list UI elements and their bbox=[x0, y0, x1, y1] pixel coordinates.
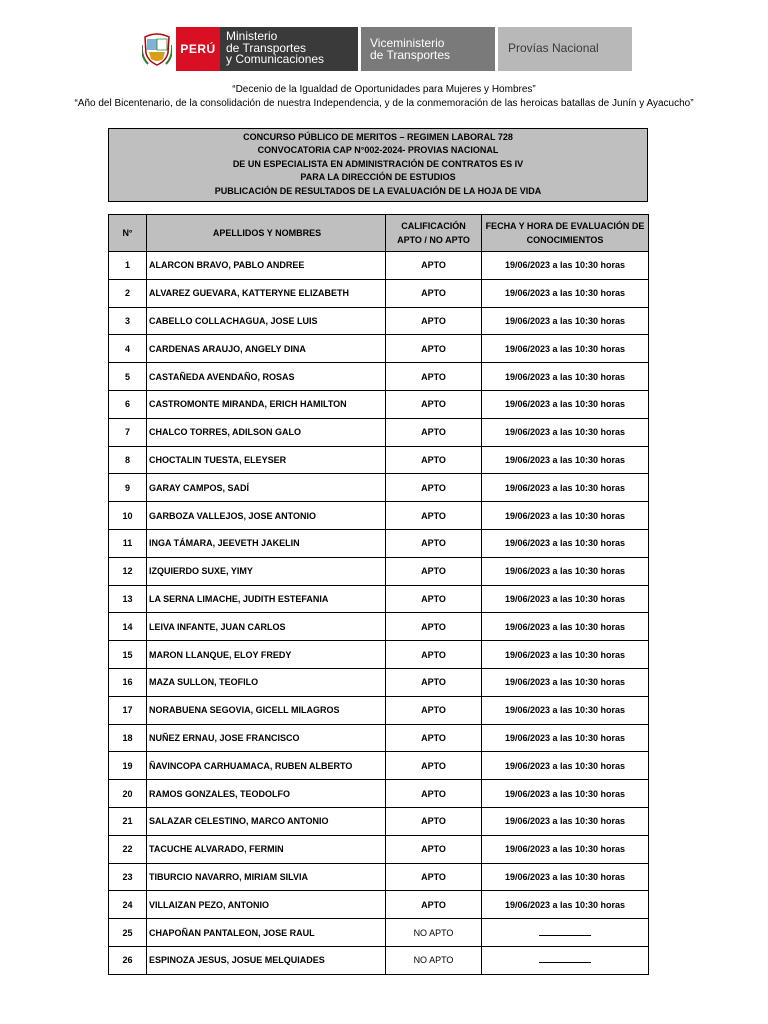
header-date-line-2: CONOCIMIENTOS bbox=[526, 235, 604, 245]
row-date: 19/06/2023 a las 10:30 horas bbox=[482, 780, 649, 808]
row-calificacion: APTO bbox=[386, 307, 482, 335]
row-number: 18 bbox=[109, 724, 147, 752]
row-name: NUÑEZ ERNAU, JOSE FRANCISCO bbox=[147, 724, 386, 752]
row-date: 19/06/2023 a las 10:30 horas bbox=[482, 835, 649, 863]
row-name: CABELLO COLLACHAGUA, JOSE LUIS bbox=[147, 307, 386, 335]
row-date: 19/06/2023 a las 10:30 horas bbox=[482, 502, 649, 530]
peru-brand: PERÚ bbox=[176, 27, 220, 71]
row-calificacion: APTO bbox=[386, 807, 482, 835]
row-calificacion: APTO bbox=[386, 835, 482, 863]
row-name: LEIVA INFANTE, JUAN CARLOS bbox=[147, 613, 386, 641]
title-line-5: PUBLICACIÓN DE RESULTADOS DE LA EVALUACIÓN DE LA HOJA DE VIDA bbox=[214, 185, 542, 196]
row-number: 19 bbox=[109, 752, 147, 780]
row-name: ESPINOZA JESUS, JOSUE MELQUIADES bbox=[147, 946, 386, 974]
row-number: 5 bbox=[109, 363, 147, 391]
row-date: 19/06/2023 a las 10:30 horas bbox=[482, 529, 649, 557]
row-number: 3 bbox=[109, 307, 147, 335]
blank-line bbox=[539, 929, 591, 936]
row-name: CARDENAS ARAUJO, ANGELY DINA bbox=[147, 335, 386, 363]
table-row bbox=[109, 335, 649, 363]
row-calificacion: APTO bbox=[386, 502, 482, 530]
row-date: 19/06/2023 a las 10:30 horas bbox=[482, 752, 649, 780]
header-logo-band bbox=[138, 27, 632, 71]
provias-name: Provías Nacional bbox=[498, 27, 632, 71]
row-number: 8 bbox=[109, 446, 147, 474]
row-number: 23 bbox=[109, 863, 147, 891]
row-date: 19/06/2023 a las 10:30 horas bbox=[482, 696, 649, 724]
row-name: CHAPOÑAN PANTALEON, JOSE RAUL bbox=[147, 919, 386, 947]
header-cal-line-1: CALIFICACIÓN bbox=[401, 221, 466, 231]
row-number: 24 bbox=[109, 891, 147, 919]
ministry-line-2: de Transportes bbox=[226, 40, 307, 55]
row-number: 21 bbox=[109, 807, 147, 835]
row-name: RAMOS GONZALES, TEODOLFO bbox=[147, 780, 386, 808]
row-number: 2 bbox=[109, 279, 147, 307]
ministry-line-1: Ministerio bbox=[226, 29, 278, 43]
row-calificacion: APTO bbox=[386, 585, 482, 613]
row-calificacion: APTO bbox=[386, 641, 482, 669]
row-calificacion: APTO bbox=[386, 696, 482, 724]
vice-line-1: Viceministerio bbox=[370, 36, 445, 50]
table-row bbox=[109, 919, 649, 947]
motto-line-1: “Decenio de la Igualdad de Oportunidades para Mujeres y Hombres” bbox=[232, 84, 536, 95]
table-row bbox=[109, 390, 649, 418]
mottos bbox=[0, 83, 768, 111]
table-row bbox=[109, 446, 649, 474]
row-date: 19/06/2023 a las 10:30 horas bbox=[482, 418, 649, 446]
row-date: 19/06/2023 a las 10:30 horas bbox=[482, 279, 649, 307]
row-date: 19/06/2023 a las 10:30 horas bbox=[482, 252, 649, 280]
table-row bbox=[109, 752, 649, 780]
row-date: 19/06/2023 a las 10:30 horas bbox=[482, 390, 649, 418]
row-name: ALVAREZ GUEVARA, KATTERYNE ELIZABETH bbox=[147, 279, 386, 307]
title-line-4: PARA LA DIRECCIÓN DE ESTUDIOS bbox=[300, 172, 456, 183]
row-number: 9 bbox=[109, 474, 147, 502]
table-row bbox=[109, 946, 649, 974]
row-calificacion: APTO bbox=[386, 724, 482, 752]
header-date bbox=[482, 215, 649, 252]
table-row bbox=[109, 613, 649, 641]
row-name: CASTAÑEDA AVENDAÑO, ROSAS bbox=[147, 363, 386, 391]
row-number: 25 bbox=[109, 919, 147, 947]
row-number: 20 bbox=[109, 780, 147, 808]
row-date: 19/06/2023 a las 10:30 horas bbox=[482, 641, 649, 669]
coat-of-arms-icon bbox=[138, 27, 176, 71]
row-date: 19/06/2023 a las 10:30 horas bbox=[482, 335, 649, 363]
row-name: INGA TÁMARA, JEEVETH JAKELIN bbox=[147, 529, 386, 557]
table-row bbox=[109, 668, 649, 696]
row-number: 13 bbox=[109, 585, 147, 613]
row-calificacion: APTO bbox=[386, 335, 482, 363]
row-date-blank bbox=[482, 946, 649, 974]
row-date: 19/06/2023 a las 10:30 horas bbox=[482, 807, 649, 835]
row-date: 19/06/2023 a las 10:30 horas bbox=[482, 863, 649, 891]
row-name: SALAZAR CELESTINO, MARCO ANTONIO bbox=[147, 807, 386, 835]
row-calificacion: APTO bbox=[386, 752, 482, 780]
row-date: 19/06/2023 a las 10:30 horas bbox=[482, 613, 649, 641]
row-date: 19/06/2023 a las 10:30 horas bbox=[482, 585, 649, 613]
table-row bbox=[109, 307, 649, 335]
row-name: GARBOZA VALLEJOS, JOSE ANTONIO bbox=[147, 502, 386, 530]
row-calificacion: APTO bbox=[386, 363, 482, 391]
table-row bbox=[109, 585, 649, 613]
row-name: MARON LLANQUE, ELOY FREDY bbox=[147, 641, 386, 669]
vice-line-2: de Transportes bbox=[370, 48, 451, 62]
header-cal-line-2: APTO / NO APTO bbox=[397, 235, 470, 245]
row-calificacion: APTO bbox=[386, 863, 482, 891]
row-calificacion: APTO bbox=[386, 418, 482, 446]
row-date: 19/06/2023 a las 10:30 horas bbox=[482, 307, 649, 335]
row-name: NORABUENA SEGOVIA, GICELL MILAGROS bbox=[147, 696, 386, 724]
row-number: 26 bbox=[109, 946, 147, 974]
row-number: 16 bbox=[109, 668, 147, 696]
row-name: ÑAVINCOPA CARHUAMACA, RUBEN ALBERTO bbox=[147, 752, 386, 780]
row-calificacion: APTO bbox=[386, 529, 482, 557]
row-calificacion: APTO bbox=[386, 557, 482, 585]
header-name: APELLIDOS Y NOMBRES bbox=[147, 215, 386, 252]
table-row bbox=[109, 863, 649, 891]
row-name: TACUCHE ALVARADO, FERMIN bbox=[147, 835, 386, 863]
row-number: 11 bbox=[109, 529, 147, 557]
row-number: 15 bbox=[109, 641, 147, 669]
motto-line-2: “Año del Bicentenario, de la consolidación de nuestra Independencia, y de la conmemoración de las heroicas batallas de Junín y Ayacucho” bbox=[74, 98, 694, 109]
viceministry-name bbox=[361, 27, 495, 71]
header-date-line-1: FECHA Y HORA DE EVALUACIÓN DE bbox=[485, 221, 645, 231]
row-calificacion: APTO bbox=[386, 613, 482, 641]
row-name: CASTROMONTE MIRANDA, ERICH HAMILTON bbox=[147, 390, 386, 418]
row-date: 19/06/2023 a las 10:30 horas bbox=[482, 363, 649, 391]
row-date: 19/06/2023 a las 10:30 horas bbox=[482, 668, 649, 696]
table-row bbox=[109, 835, 649, 863]
table-row bbox=[109, 891, 649, 919]
row-date: 19/06/2023 a las 10:30 horas bbox=[482, 474, 649, 502]
table-row bbox=[109, 418, 649, 446]
row-calificacion: APTO bbox=[386, 446, 482, 474]
row-date: 19/06/2023 a las 10:30 horas bbox=[482, 891, 649, 919]
results-table bbox=[108, 214, 649, 975]
row-date-blank bbox=[482, 919, 649, 947]
row-calificacion: APTO bbox=[386, 252, 482, 280]
row-calificacion: APTO bbox=[386, 390, 482, 418]
table-row bbox=[109, 252, 649, 280]
row-number: 4 bbox=[109, 335, 147, 363]
row-calificacion: APTO bbox=[386, 891, 482, 919]
row-number: 7 bbox=[109, 418, 147, 446]
table-row bbox=[109, 807, 649, 835]
row-number: 6 bbox=[109, 390, 147, 418]
row-name: TIBURCIO NAVARRO, MIRIAM SILVIA bbox=[147, 863, 386, 891]
row-number: 10 bbox=[109, 502, 147, 530]
table-row bbox=[109, 474, 649, 502]
table-row bbox=[109, 724, 649, 752]
table-row bbox=[109, 363, 649, 391]
title-line-3: DE UN ESPECIALISTA EN ADMINISTRACIÓN DE CONTRATOS ES IV bbox=[232, 158, 524, 169]
table-row bbox=[109, 502, 649, 530]
row-number: 14 bbox=[109, 613, 147, 641]
table-row bbox=[109, 557, 649, 585]
row-calificacion: APTO bbox=[386, 780, 482, 808]
row-number: 1 bbox=[109, 252, 147, 280]
row-date: 19/06/2023 a las 10:30 horas bbox=[482, 724, 649, 752]
table-body bbox=[109, 252, 649, 975]
row-number: 12 bbox=[109, 557, 147, 585]
title-line-1: CONCURSO PÚBLICO DE MERITOS – REGIMEN LABORAL 728 bbox=[243, 132, 513, 142]
row-name: MAZA SULLON, TEOFILO bbox=[147, 668, 386, 696]
row-date: 19/06/2023 a las 10:30 horas bbox=[482, 446, 649, 474]
ministry-line-3: y Comunicaciones bbox=[226, 52, 325, 66]
header-num: N° bbox=[109, 215, 147, 252]
ministry-name bbox=[220, 27, 358, 71]
row-number: 22 bbox=[109, 835, 147, 863]
table-row bbox=[109, 780, 649, 808]
row-name: GARAY CAMPOS, SADÍ bbox=[147, 474, 386, 502]
row-name: LA SERNA LIMACHE, JUDITH ESTEFANIA bbox=[147, 585, 386, 613]
row-calificacion: NO APTO bbox=[386, 946, 482, 974]
table-row bbox=[109, 529, 649, 557]
row-name: VILLAIZAN PEZO, ANTONIO bbox=[147, 891, 386, 919]
row-name: ALARCON BRAVO, PABLO ANDREE bbox=[147, 252, 386, 280]
table-header-row bbox=[109, 215, 649, 252]
row-number: 17 bbox=[109, 696, 147, 724]
row-name: CHALCO TORRES, ADILSON GALO bbox=[147, 418, 386, 446]
title-line-2: CONVOCATORIA CAP N°002-2024- PROVIAS NACIONAL bbox=[257, 145, 499, 156]
row-calificacion: APTO bbox=[386, 474, 482, 502]
row-name: CHOCTALIN TUESTA, ELEYSER bbox=[147, 446, 386, 474]
document-title-box bbox=[108, 128, 648, 202]
row-name: IZQUIERDO SUXE, YIMY bbox=[147, 557, 386, 585]
row-date: 19/06/2023 a las 10:30 horas bbox=[482, 557, 649, 585]
row-calificacion: APTO bbox=[386, 279, 482, 307]
row-calificacion: APTO bbox=[386, 668, 482, 696]
table-row bbox=[109, 696, 649, 724]
blank-line bbox=[539, 956, 591, 963]
table-row bbox=[109, 641, 649, 669]
header-calificacion bbox=[386, 215, 482, 252]
table-row bbox=[109, 279, 649, 307]
row-calificacion: NO APTO bbox=[386, 919, 482, 947]
